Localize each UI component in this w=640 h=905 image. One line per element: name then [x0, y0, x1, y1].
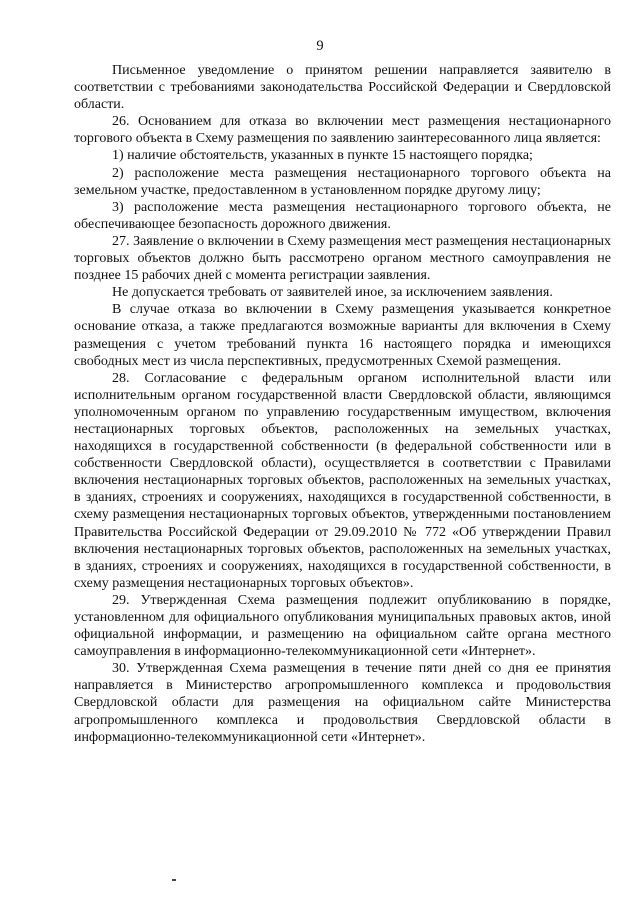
list-item-26-3: 3) расположение места размещения нестационарного торгового объекта, не обеспечивающее безопасность дорожного движения. [74, 199, 611, 232]
list-item-26-2: 2) расположение места размещения нестационарного торгового объекта на земельном участке, предоставленном в установленном порядке другому лицу; [74, 165, 611, 198]
paragraph-notification: Письменное уведомление о принятом решении направляется заявителю в соответствии с требованиями законодательства Российской Федерации и Свердловской области. [74, 63, 611, 113]
paragraph-27-refusal-reasons: В случае отказа во включении в Схему размещения указывается конкретное основание отказа, а также предлагаются возможные варианты для включения в Схему размещения с учетом требований пункта 16 настоящего порядка и имеющихся свободных мест из числа перспективных, предусмотренных Схемой размещения. [74, 302, 611, 369]
scan-artifact [172, 879, 176, 881]
page-number: 9 [316, 38, 324, 54]
paragraph-30-ministry: 30. Утвержденная Схема размещения в течение пяти дней со дня ее принятия направляется в Министерство агропромышленного комплекса и продовольствия Свердловской области для размещения на официальном сайте Министерства агропромышленного комплекса и продовольствия Свердловской области в информационно-телекоммуникационной сети «Интернет». [74, 661, 611, 745]
paragraph-29-publication: 29. Утвержденная Схема размещения подлежит опубликованию в порядке, установленном для официального опубликования муниципальных правовых актов, иной официальной информации, и размещению на официальном сайте органа местного самоуправления в информационно-телекоммуникационной сети «Интернет». [74, 592, 611, 660]
document-body [74, 62, 611, 746]
paragraph-27-no-extra-requirements: Не допускается требовать от заявителей иное, за исключением заявления. [112, 285, 553, 301]
paragraph-27-application-review: 27. Заявление о включении в Схему размещения мест размещения нестационарных торговых объектов должно быть рассмотрено органом местного самоуправления не позднее 15 рабочих дней с момента регистрации заявления. [74, 233, 611, 284]
paragraph-28-approval: 28. Согласование с федеральным органом исполнительной власти или исполнительным органом государственной власти Свердловской области, являющимся уполномоченным органом по управлению государственным имуществом, включения нестационарных торговых объектов, расположенных на земельных участках, находящихся в государственной собственности (в федеральной собственности или в собственности Свердловской области), осуществляется в соответствии с Правилами включения нестационарных торговых объектов, расположенных на земельных участках, в зданиях, строениях и сооружениях, находящихся в государственной собственности, в схему размещения нестационарных торговых объектов, утвержденными постановлением Правительства Российской Федерации от 29.09.2010 № 772 «Об утверждении Правил включения нестационарных торговых объектов, расположенных на земельных участках, в зданиях, строениях и сооружениях, находящихся в государственной собственности, в схему размещения нестационарных торговых объектов». [74, 370, 611, 591]
paragraph-26-grounds-for-refusal: 26. Основанием для отказа во включении мест размещения нестационарного торгового объекта в Схему размещения по заявлению заинтересованного лица является: [74, 114, 611, 147]
list-item-26-1: 1) наличие обстоятельств, указанных в пункте 15 настоящего порядка; [112, 148, 533, 164]
